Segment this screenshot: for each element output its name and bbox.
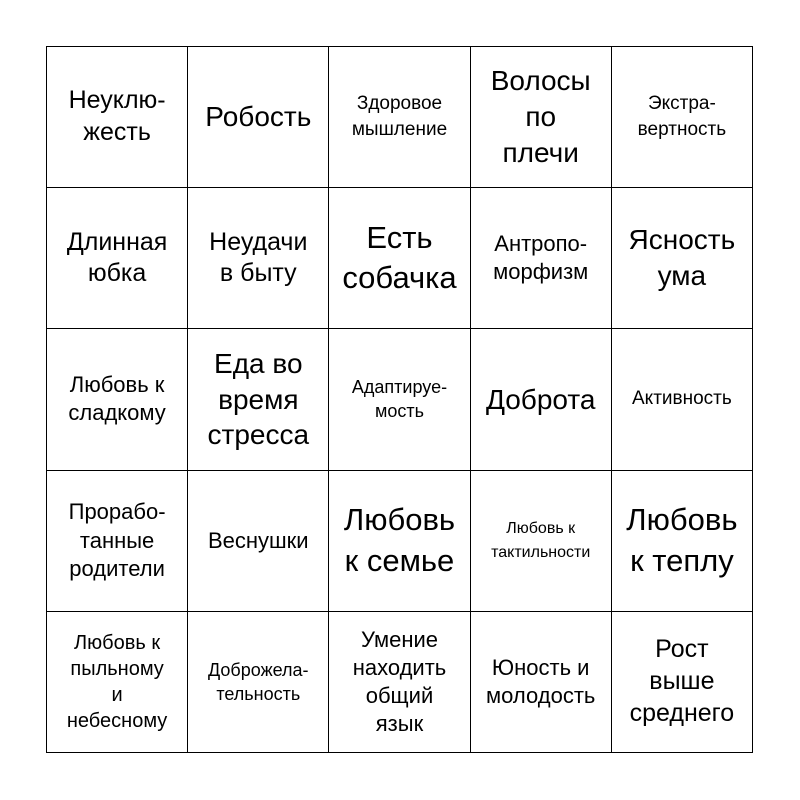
bingo-cell-text: Есть собачка [342, 219, 457, 296]
bingo-cell[interactable] [329, 188, 470, 329]
bingo-cell-text: Любовь к тактильности [491, 519, 591, 561]
bingo-cell[interactable] [612, 471, 753, 612]
bingo-cell-text: Неуклю- жесть [68, 86, 166, 147]
bingo-cell-text: Любовь к сладкому [68, 372, 166, 426]
bingo-cell[interactable] [47, 471, 188, 612]
bingo-cell[interactable] [188, 47, 329, 188]
bingo-cell-text: Антропо- морфизм [493, 231, 589, 285]
bingo-cell-text: Робость [205, 101, 312, 133]
bingo-cell-text: Веснушки [207, 527, 309, 553]
bingo-cell[interactable] [47, 188, 188, 329]
bingo-cell[interactable] [188, 471, 329, 612]
bingo-cell[interactable] [47, 329, 188, 470]
bingo-cell-text: Здоровое мышление [351, 93, 448, 141]
bingo-cell[interactable] [612, 329, 753, 470]
bingo-cell-text: Ясность ума [628, 224, 736, 292]
bingo-cell[interactable] [471, 612, 612, 753]
bingo-cell[interactable] [329, 329, 470, 470]
bingo-cell[interactable] [329, 47, 470, 188]
bingo-cell-text: Волосы по плечи [490, 65, 591, 168]
bingo-cell-text: Рост выше среднего [629, 635, 735, 727]
bingo-cell[interactable] [612, 612, 753, 753]
bingo-cell-text: Прорабо- танные родители [68, 499, 166, 581]
bingo-cell-text: Любовь к пыльному и небесному [66, 631, 168, 732]
bingo-cell-text: Длинная юбка [66, 227, 168, 288]
bingo-cell-text: Юность и молодость [486, 654, 596, 708]
bingo-cell[interactable] [47, 612, 188, 753]
bingo-cell-text: Любовь к теплу [626, 502, 738, 578]
bingo-cell-text: Неудачи в быту [209, 227, 308, 288]
bingo-cell-text: Любовь к семье [343, 502, 456, 578]
bingo-cell[interactable] [329, 612, 470, 753]
bingo-cell[interactable] [612, 47, 753, 188]
bingo-cell[interactable] [612, 188, 753, 329]
bingo-cell-text: Экстра- вертность [637, 93, 727, 141]
bingo-cell-text: Умение находить общий язык [352, 626, 447, 737]
bingo-cell-text: Активность [632, 388, 732, 410]
bingo-cell[interactable] [471, 471, 612, 612]
bingo-cell-text: Адаптируе- мость [351, 377, 448, 422]
bingo-cell[interactable] [471, 47, 612, 188]
bingo-cell-text: Еда во время стресса [207, 347, 310, 451]
bingo-cell[interactable] [47, 47, 188, 188]
bingo-board [46, 46, 753, 753]
bingo-cell[interactable] [188, 188, 329, 329]
bingo-cell[interactable] [471, 188, 612, 329]
bingo-cell-text: Доброжела- тельность [208, 659, 309, 704]
bingo-cell[interactable] [188, 329, 329, 470]
bingo-cell[interactable] [329, 471, 470, 612]
bingo-cell[interactable] [471, 329, 612, 470]
bingo-cell-text: Доброта [485, 383, 596, 415]
bingo-cell[interactable] [188, 612, 329, 753]
